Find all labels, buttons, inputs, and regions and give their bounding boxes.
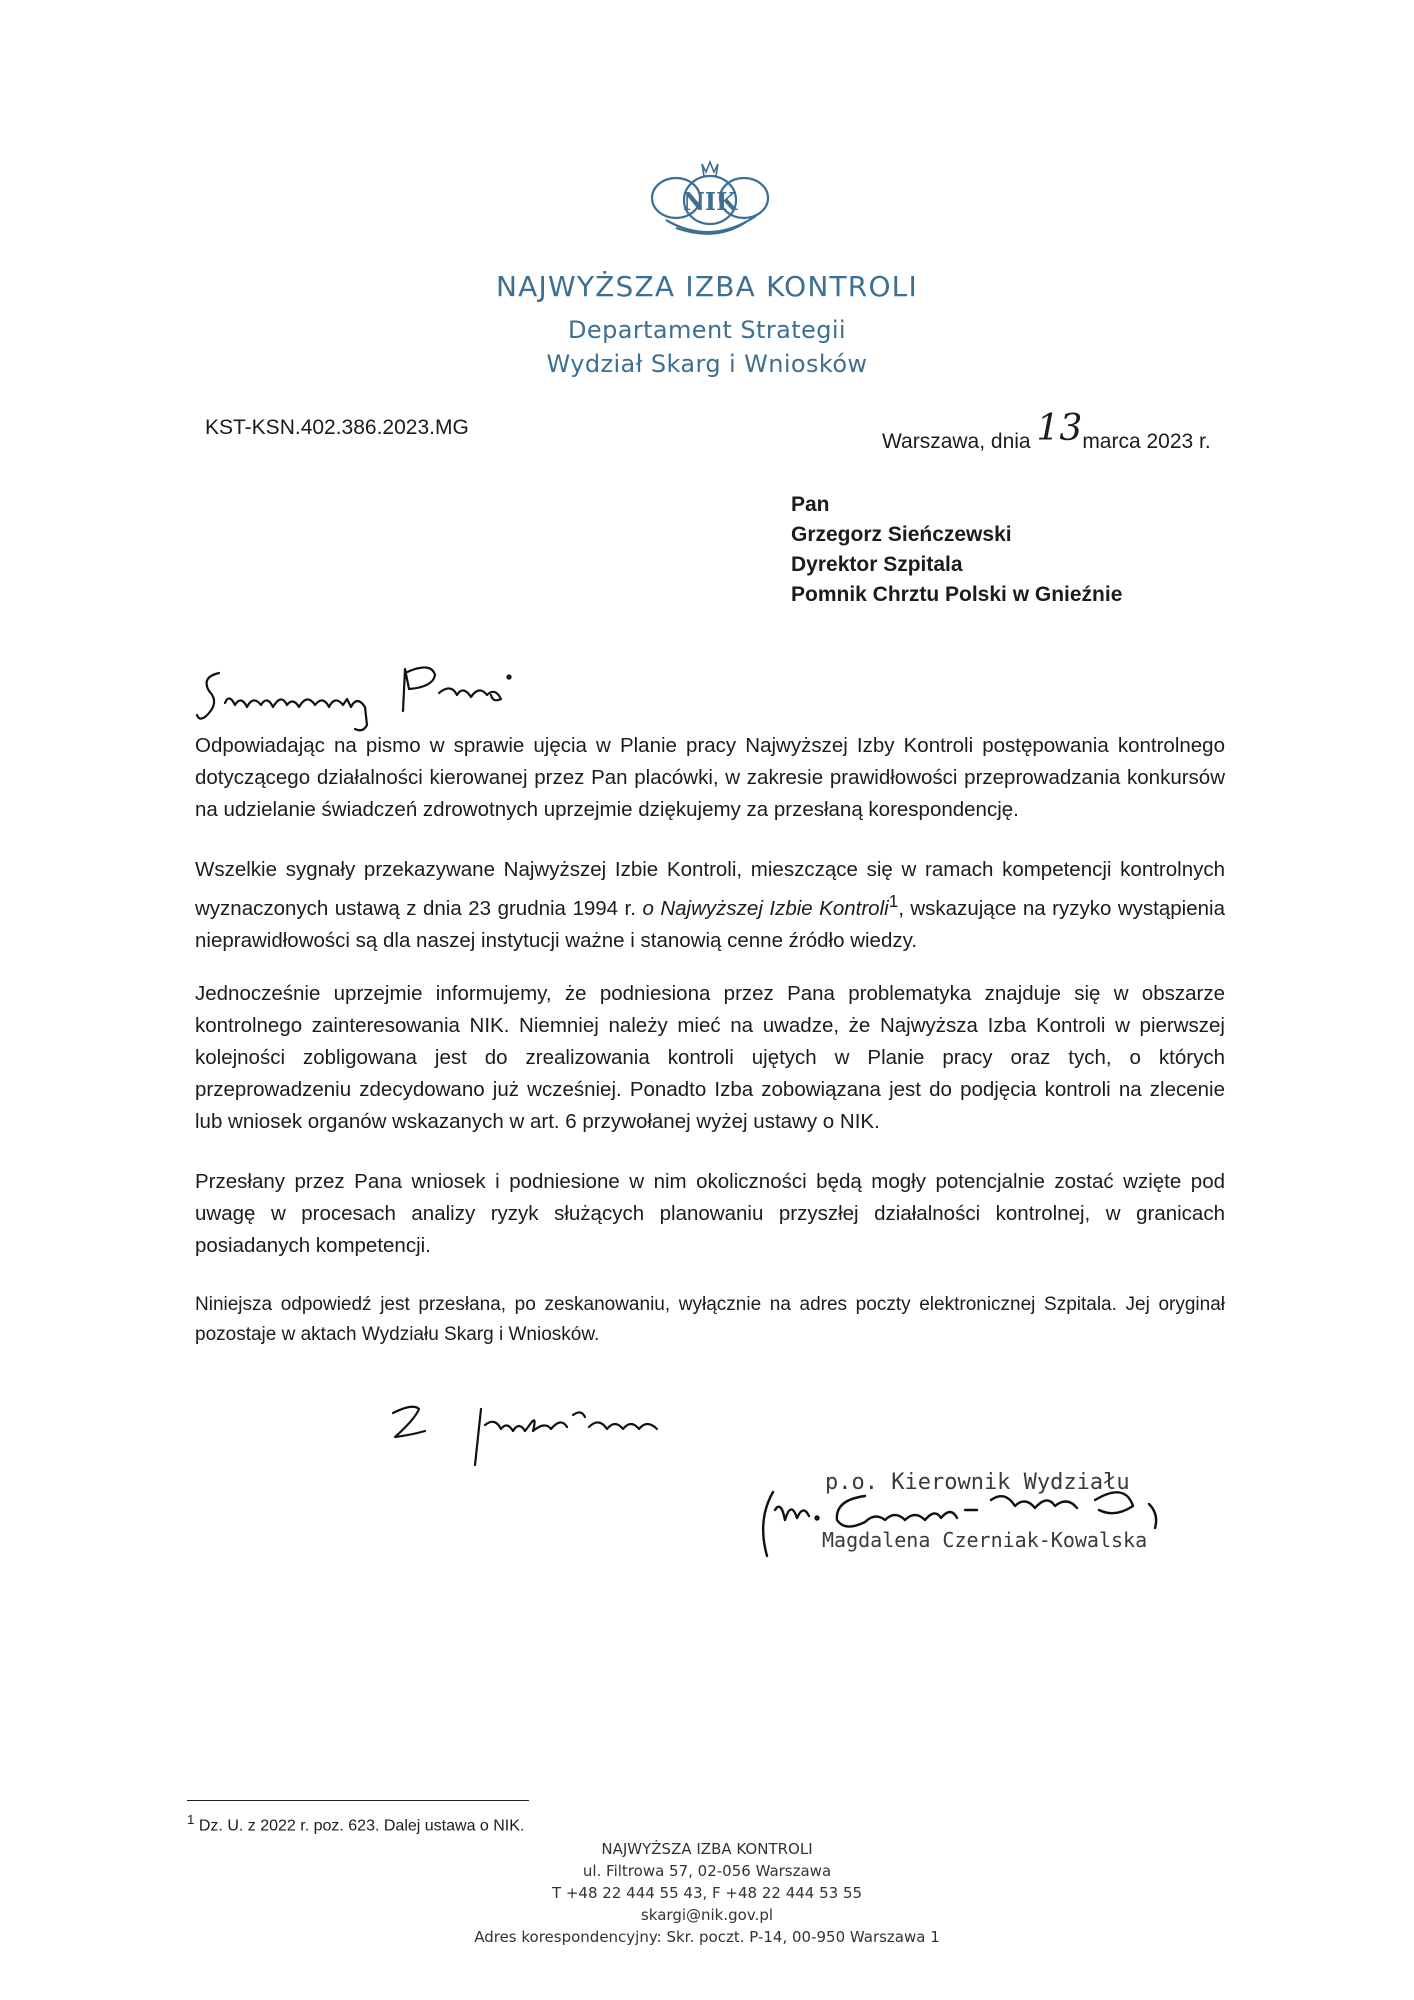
body-paragraph-1: Odpowiadając na pismo w sprawie ujęcia w Planie pracy Najwyższej Izby Kontroli postępowania kontrolnego dotyczącego działalności kierowanej przez Pan placówki, w zakresie prawidłowości przeprowadzania konkursów na udzielanie świadczeń zdrowotnych uprzejmie dziękujemy za przesłaną korespondencję.: [195, 734, 1225, 821]
paragraph-2-text-a: Wszelkie sygnały przekazywane Najwyższej Izbie Kontroli, mieszczące się w ramach kompetencji kontrolnych wyznaczonych ustawą z dnia 23 grudnia 1994 r.: [195, 858, 1225, 920]
date-prefix: Warszawa, dnia: [882, 430, 1031, 453]
body-paragraph-4: Przesłany przez Pana wniosek i podniesione w nim okoliczności będą mogły potencjalnie zostać wzięte pod uwagę w procesach analizy ryzyk służących planowaniu przyszłej działalności kontrolnej, w granicach posiadanych kompetencji.: [195, 1170, 1225, 1257]
body-paragraph-5: Niniejsza odpowiedź jest przesłana, po zeskanowaniu, wyłącznie na adres poczty elektronicznej Szpitala. Jej oryginał pozostaje w aktach Wydziału Skarg i Wniosków.: [195, 1294, 1225, 1345]
date-suffix: marca 2023 r.: [1082, 430, 1211, 453]
letter-date: [882, 408, 1211, 457]
signatory-name: Magdalena Czerniak-Kowalska: [822, 1528, 1148, 1552]
handwritten-closing: [385, 1395, 745, 1475]
letter-footer: [0, 1838, 1414, 1948]
organization-name: NAJWYŻSZA IZBA KONTROLI: [496, 270, 918, 303]
body-paragraph-2: [195, 854, 1225, 957]
logo-lettering: NIK: [682, 187, 738, 216]
footer-postal-address: Adres korespondencyjny: Skr. poczt. P-14, 00-950 Warszawa 1: [474, 1928, 940, 1946]
date-day-handwritten: 13: [1036, 408, 1083, 449]
footer-email: skargi@nik.gov.pl: [640, 1906, 774, 1924]
addressee-institution: Pomnik Chrztu Polski w Gnieźnie: [791, 583, 1123, 606]
footnote-reference: 1: [888, 892, 899, 911]
addressee-block: [791, 490, 1122, 610]
act-title: o Najwyższej Izbie Kontroli: [642, 896, 889, 920]
paragraph-2-text-b: , wskazujące na ryzyko wystąpienia nieprawidłowości są dla naszej instytucji ważne i stanowią cenne źródło wiedzy.: [195, 896, 1225, 952]
addressee-position: Dyrektor Szpitala: [791, 553, 963, 576]
handwritten-signature: [755, 1470, 1175, 1580]
footnote-text: Dz. U. z 2022 r. poz. 623. Dalej ustawa o NIK.: [198, 1817, 525, 1835]
reference-number: KST-KSN.402.386.2023.MG: [205, 416, 469, 439]
signatory-title: p.o. Kierownik Wydziału: [825, 1470, 1130, 1495]
footer-street: ul. Filtrowa 57, 02-056 Warszawa: [582, 1862, 832, 1880]
division-name: Wydział Skarg i Wniosków: [546, 350, 868, 378]
body-paragraph-3: Jednocześnie uprzejmie informujemy, że podniesiona przez Pana problematyka znajduje się w obszarze kontrolnego zainteresowania NIK. Niemniej należy mieć na uwadze, że Najwyższa Izba Kontroli w pierwszej kolejności zobligowana jest do zrealizowania kontroli ujętych w Planie pracy oraz tych, o których przeprowadzeniu zdecydowano już wcześniej. Ponadto Izba zobowiązana jest do podjęcia kontroli na zlecenie lub wniosek organów wskazanych w art. 6 przywołanej wyżej ustawy o NIK.: [195, 982, 1225, 1133]
footer-organization: NAJWYŻSZA IZBA KONTROLI: [601, 1840, 813, 1858]
addressee-salutation: Pan: [791, 493, 830, 516]
handwritten-greeting: [195, 655, 615, 735]
footnote-separator: [187, 1800, 529, 1801]
footnote: [187, 1812, 524, 1835]
department-name: Departament Strategii: [568, 316, 846, 344]
footnote-mark: 1: [187, 1812, 195, 1827]
addressee-name: Grzegorz Sieńczewski: [791, 523, 1012, 546]
nik-logo: [646, 150, 774, 250]
footer-phone: T +48 22 444 55 43, F +48 22 444 53 55: [551, 1884, 863, 1902]
